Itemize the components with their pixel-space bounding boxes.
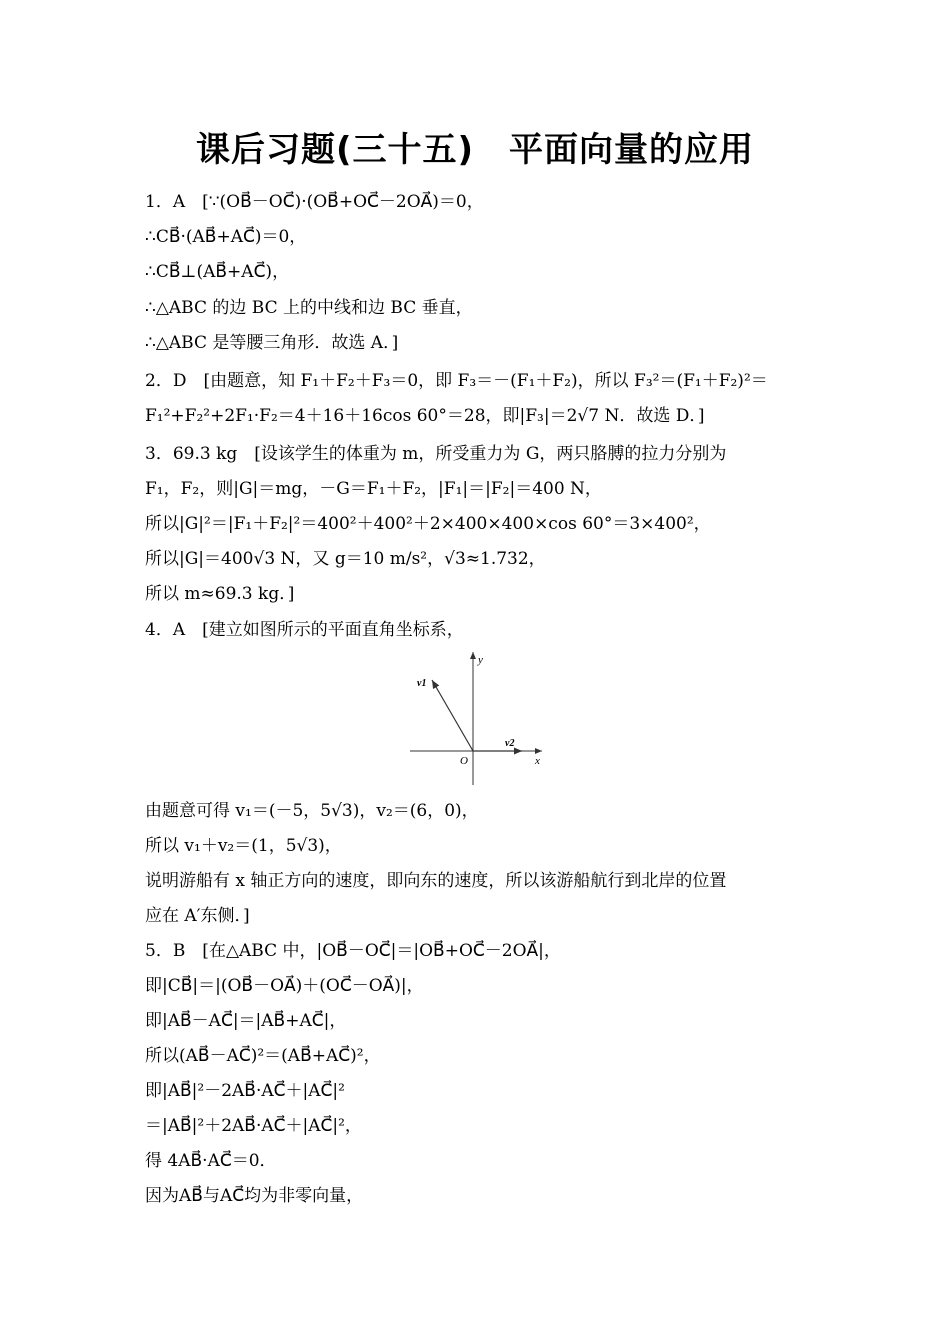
solution-1-line-1: 1．A [∵(OB⃗－OC⃗)·(OB⃗+OC⃗－2OA⃗)＝0，: [145, 192, 484, 212]
solution-1-line-2: ∴CB⃗·(AB⃗+AC⃗)＝0，: [145, 227, 307, 247]
y-axis-label: y: [478, 654, 483, 666]
solution-1-line-5: ∴△ABC 是等腰三角形．故选 A．]: [145, 333, 399, 353]
v1-vector: [432, 680, 473, 751]
solution-1-line-3: ∴CB⃗⊥(AB⃗+AC⃗)，: [145, 262, 290, 282]
solution-4-line-1: 4．A [建立如图所示的平面直角坐标系，: [145, 620, 464, 640]
solution-4-line-2: 由题意可得 v₁＝(－5，5√3)，v₂＝(6，0)，: [145, 801, 479, 821]
solution-3-line-1: 3．69.3 kg [设该学生的体重为 m，所受重力为 G，两只胳膊的拉力分别为: [145, 444, 727, 464]
x-axis-label: x: [535, 755, 540, 767]
solution-5-line-8: 因为AB⃗与AC⃗均为非零向量，: [145, 1186, 364, 1206]
coordinate-figure: [405, 648, 545, 788]
solution-5-line-2: 即|CB⃗|＝|(OB⃗－OA⃗)＋(OC⃗－OA⃗)|，: [145, 976, 424, 996]
solution-5-line-4: 所以(AB⃗－AC⃗)²＝(AB⃗+AC⃗)²，: [145, 1046, 381, 1066]
solution-2-line-1: 2．D [由题意，知 F₁＋F₂＋F₃＝0，即 F₃＝－(F₁＋F₂)，所以 F₃²＝(F₁＋F₂)²＝: [145, 371, 768, 391]
solution-1-line-4: ∴△ABC 的边 BC 上的中线和边 BC 垂直，: [145, 298, 473, 318]
solution-5-line-1: 5．B [在△ABC 中，|OB⃗－OC⃗|＝|OB⃗+OC⃗－2OA⃗|，: [145, 941, 561, 961]
solution-5-line-7: 得 4AB⃗·AC⃗＝0．: [145, 1151, 277, 1171]
solution-3-line-2: F₁，F₂，则|G|＝mg，－G＝F₁＋F₂，|F₁|＝|F₂|＝400 N，: [145, 479, 602, 499]
solution-3-line-5: 所以 m≈69.3 kg．]: [145, 584, 295, 604]
v1-label: v1: [417, 678, 427, 689]
solution-2-line-2: F₁²+F₂²+2F₁·F₂＝4＋16＋16cos 60°＝28，即|F₃|＝2√7 N．故选 D．]: [145, 406, 705, 426]
solution-5-line-3: 即|AB⃗－AC⃗|＝|AB⃗+AC⃗|，: [145, 1011, 347, 1031]
page-title: 课后习题(三十五) 平面向量的应用: [195, 130, 755, 170]
solution-4-line-4: 说明游船有 x 轴正方向的速度，即向东的速度，所以该游船航行到北岸的位置: [145, 871, 727, 891]
solution-3-line-3: 所以|G|²＝|F₁＋F₂|²＝400²＋400²＋2×400×400×cos 60°＝3×400²，: [145, 514, 711, 534]
solution-5-line-5: 即|AB⃗|²－2AB⃗·AC⃗＋|AC⃗|²: [145, 1081, 345, 1101]
v2-label: v2: [505, 738, 515, 749]
solution-3-line-4: 所以|G|＝400√3 N，又 g＝10 m/s²，√3≈1.732，: [145, 549, 546, 569]
solution-4-line-5: 应在 A′东侧．]: [145, 906, 250, 926]
solution-5-line-6: ＝|AB⃗|²＋2AB⃗·AC⃗＋|AC⃗|²，: [145, 1116, 362, 1136]
origin-label: O: [460, 755, 468, 767]
solution-4-line-3: 所以 v₁＋v₂＝(1，5√3)，: [145, 836, 342, 856]
